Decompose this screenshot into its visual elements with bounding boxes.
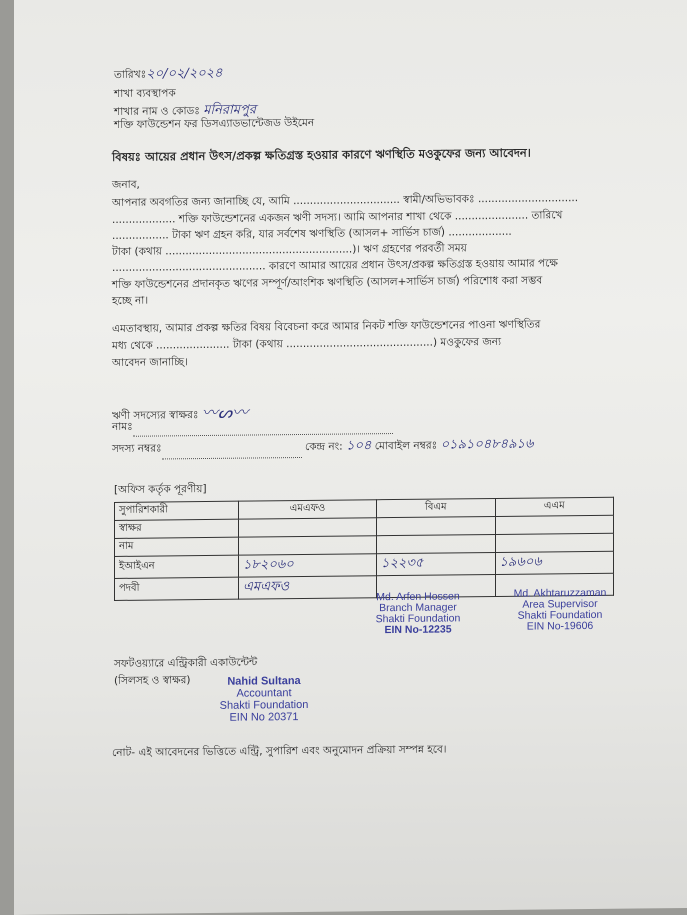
date-line <box>114 64 223 86</box>
salutation: জনাব, <box>112 178 140 191</box>
table-cell: ১৮২০৬০ <box>239 554 377 577</box>
table-cell <box>495 515 614 534</box>
member-signature-label: ঋণী সদস্যের স্বাক্ষরঃ <box>112 409 199 422</box>
bm-stamp-ein: EIN No-12235 <box>384 623 452 637</box>
center-label: কেন্দ্র নং: <box>304 440 343 453</box>
table-cell: এমএফও <box>239 576 377 599</box>
table-header: বিএম <box>377 498 495 517</box>
am-stamp-org: Shakti Foundation <box>517 608 603 622</box>
body-p2-line-1: এমতাবস্থায়, আমার প্রকল্প ক্ষতির বিষয় বিবেচনা করে আমার নিকট শক্তি ফাউন্ডেশনের পাওনা ঋণস্থিতির <box>112 318 541 335</box>
row-label: পদবী <box>115 577 239 600</box>
branch-manager-line: শাখা ব্যবস্থাপক <box>114 87 176 100</box>
member-no-label: সদস্য নম্বরঃ <box>112 442 162 455</box>
table-header: সুপারিশকারী <box>115 501 239 520</box>
am-stamp-role: Area Supervisor <box>522 597 598 611</box>
body-p1-line-2: ................... শক্তি ফাউন্ডেশনের একজন ঋণী সদস্য। আমি আপনার শাখা থেকে ...................... তারিখে <box>112 209 563 226</box>
accountant-line-1: সফটওয়্যারে এন্ট্রিকারী একাউন্টেন্ট <box>114 656 258 670</box>
bm-stamp-role: Branch Manager <box>379 601 457 615</box>
bm-stamp <box>348 591 488 636</box>
member-no-field <box>162 446 302 459</box>
acc-stamp-role: Accountant <box>236 687 292 700</box>
note-line: নোট- এই আবেদনের ভিত্তিতে এন্ট্রি, সুপারিশ এবং অনুমোদন প্রক্রিয়া সম্পন্ন হবে। <box>112 743 447 759</box>
table-cell <box>377 534 495 553</box>
mobile-value: ০১৯১০৪৮৪৯১৬ <box>440 436 534 453</box>
body-p1-line-5: .............................................. কারণে আমার আয়ের প্রধান উৎস/প্রকল্প ক্ষতিগ্রস্ত হওয়ায় আমার পক্ষে <box>112 257 558 274</box>
member-number-line <box>112 435 533 460</box>
acc-stamp-ein: EIN No 20371 <box>229 711 299 724</box>
center-value: ১০৪ <box>346 438 372 454</box>
table-header: এমএফও <box>239 500 377 519</box>
table-header: এএম <box>495 497 614 516</box>
bm-stamp-org: Shakti Foundation <box>375 612 461 626</box>
table-cell: ১২২৩৫ <box>377 552 495 575</box>
body-p2-line-2: মধ্য থেকে ...................... টাকা (কথায় ............................................) মওকুফের জন্য <box>112 335 502 352</box>
am-stamp-name: Md. Akhtaruzzaman <box>513 586 607 600</box>
date-value: ২০/০২/২০২৪ <box>146 65 223 82</box>
date-label: তারিখঃ <box>114 68 147 81</box>
body-p1-line-3: ................. টাকা ঋণ গ্রহন করি, যার সর্বশেষ ঋণস্থিতি (আসল+ সার্ভিস চার্জ) ................... <box>112 225 512 242</box>
body-p1-line-1: আপনার অবগতির জন্য জানাচ্ছি যে, আমি ................................ স্বামী/অভিভাবকঃ .............................. <box>112 192 579 209</box>
body-p2-line-3: আবেদন জানাচ্ছি। <box>112 356 188 369</box>
body-p1-line-6: শক্তি ফাউন্ডেশনের প্রদানকৃত ঋণের সম্পূর্ণ/আংশিক ঋণস্থিতি (আসল+সার্ভিস চার্জ) পরিশোধ করা সম্ভব <box>112 274 543 291</box>
accountant-stamp <box>194 675 334 724</box>
acc-stamp-org: Shakti Foundation <box>219 698 309 712</box>
table-cell <box>239 518 377 537</box>
member-name-line <box>112 417 393 437</box>
body-p1-line-7: হচ্ছে না। <box>112 294 149 307</box>
table-cell <box>377 516 495 535</box>
branch-name-value: মনিরামপুর <box>203 102 256 119</box>
row-label: স্বাক্ষর <box>115 519 239 538</box>
mobile-label: মোবাইল নম্বরঃ <box>374 439 438 453</box>
am-stamp-ein: EIN No-19606 <box>526 619 594 633</box>
body-p1-line-4: টাকা (কথায় ........................................................)। ঋণ গ্রহণের পরবর্তী সময় <box>112 242 467 258</box>
accountant-line-2: (সিলসহ ও স্বাক্ষর) <box>114 674 191 687</box>
document-page <box>14 0 687 915</box>
member-name-field <box>133 422 393 437</box>
acc-stamp-name: Nahid Sultana <box>227 674 301 688</box>
org-line: শক্তি ফাউন্ডেশন ফর ডিসএ্যাডভান্টেজড উইমেন <box>114 116 315 131</box>
branch-name-label: শাখার নাম ও কোডঃ <box>114 105 200 118</box>
table-cell <box>495 533 614 552</box>
am-stamp <box>490 588 630 633</box>
member-signature-mark: 〰ᔕ〰 <box>201 402 249 423</box>
row-label: নাম <box>115 537 239 556</box>
row-label: ইআইএন <box>115 555 239 578</box>
subject-line: বিষয়ঃ আয়ের প্রধান উৎস/প্রকল্প ক্ষতিগ্রস্ত হওয়ার কারণে ঋণস্থিতি মওকুফের জন্য আবেদন। <box>112 145 531 164</box>
table-cell: ১৯৬০৬ <box>495 551 614 574</box>
member-name-label: নামঃ <box>112 420 133 433</box>
office-title: [অফিস কর্তৃক পূরণীয়] <box>114 482 207 496</box>
bm-stamp-name: Md. Arfen Hossen <box>376 590 460 604</box>
table-cell <box>239 536 377 555</box>
